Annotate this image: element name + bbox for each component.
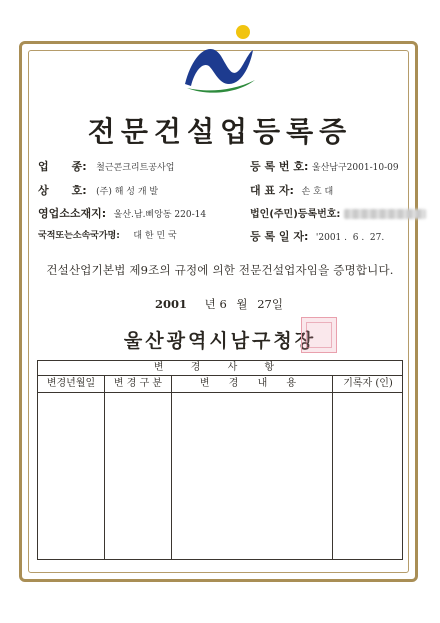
reg-no-value: 울산남구2001-10-09: [311, 163, 399, 173]
business-type-value: 철근콘크리트공사업: [96, 163, 175, 173]
issue-day: 27일: [257, 297, 283, 311]
trade-name-field: [38, 182, 158, 198]
corp-reg-no-label: 법인(주민)등록번호:: [250, 209, 341, 220]
representative-label: 대 표 자:: [250, 184, 294, 197]
col-recorder: 기록자 (인): [343, 378, 393, 389]
nationality-field: [38, 228, 177, 241]
office-address-value: 울산.남.삐앙동 220-14: [113, 210, 207, 220]
representative-field: [250, 182, 333, 198]
changes-table: [37, 360, 403, 560]
redacted-reg-number: [344, 209, 426, 219]
issue-year: 2001: [155, 297, 188, 311]
changes-table-title: 변 경 사 항: [38, 361, 402, 376]
issue-month-unit: 월: [236, 297, 248, 311]
reg-date-value: '2001 . 6 . 27.: [315, 233, 385, 243]
table-divider: [104, 375, 105, 559]
issue-month: 6: [219, 297, 227, 311]
reg-no-field: [250, 158, 399, 174]
representative-value: 손 호 대: [301, 187, 334, 197]
office-address-field: [38, 205, 206, 221]
corp-reg-no-field: [250, 205, 426, 220]
trade-name-value: (주) 해 성 개 발: [96, 187, 159, 197]
issue-year-unit: 년: [204, 297, 216, 311]
reg-no-label: 등 록 번 호:: [250, 160, 309, 173]
reg-date-label: 등 록 일 자:: [250, 230, 309, 243]
table-divider: [171, 375, 172, 559]
col-change-type: 변 경 구 분: [113, 378, 163, 389]
reg-date-field: [250, 228, 384, 244]
col-change-content: 변 경 내 용: [199, 378, 305, 389]
business-type-label: 업 종:: [38, 160, 87, 173]
col-change-date: 변경년월일: [46, 378, 96, 389]
emblem-logo: [181, 22, 263, 94]
changes-table-header-row: [38, 375, 402, 393]
issuer-name: 울산광역시남구청장: [123, 330, 317, 352]
nationality-label: 국적또는소속국가명:: [38, 231, 120, 241]
certification-statement: 건설산업기본법 제9조의 규정에 의한 전문건설업자임을 증명합니다.: [46, 263, 394, 277]
business-type-field: [38, 158, 174, 174]
official-seal: [301, 317, 337, 353]
trade-name-label: 상 호:: [38, 184, 87, 197]
nationality-value: 대 한 민 국: [133, 231, 177, 241]
certificate-title: 전문건설업등록증: [87, 115, 353, 148]
table-divider: [332, 375, 333, 559]
issue-date: [155, 296, 283, 312]
office-address-label: 영업소소재지:: [38, 207, 107, 220]
